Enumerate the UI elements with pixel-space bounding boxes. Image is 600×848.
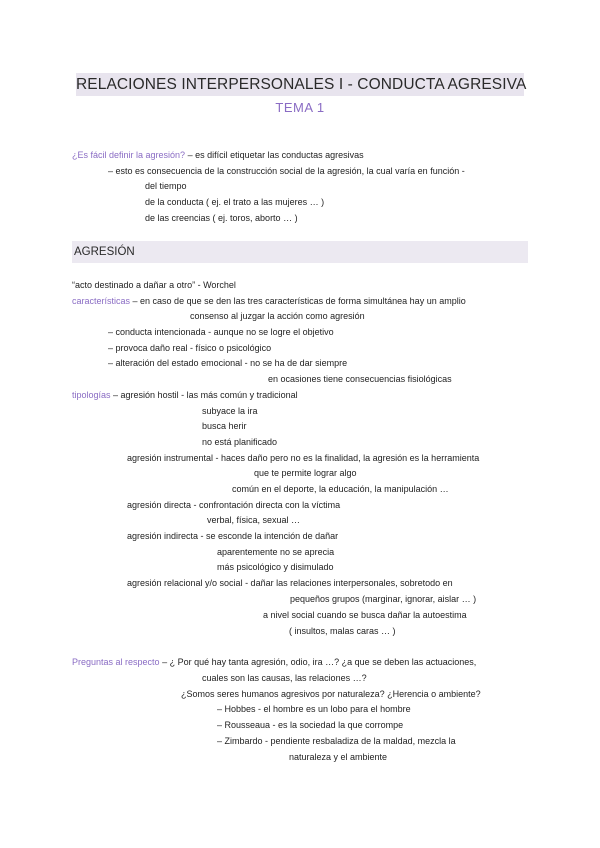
- preguntas-item-1: – Hobbes - el hombre es un lobo para el hombre: [217, 704, 411, 714]
- tipologias-rest: – agresión hostil - las más común y tradicional: [110, 390, 298, 400]
- intro-line-4: de la conducta ( ej. el trato a las mujeres … ): [145, 197, 325, 207]
- caracteristicas-item-3: – alteración del estado emocional - no se ha de dar siempre: [108, 358, 348, 368]
- indirecta-sub-1: aparentemente no se aprecia: [217, 547, 335, 557]
- relacional-sub-2: a nivel social cuando se busca dañar la autoestima: [263, 610, 467, 620]
- caracteristicas-rest: – en caso de que se den las tres características de forma simultánea hay un amplio: [130, 296, 466, 306]
- caracteristicas-line: [72, 296, 466, 307]
- definition: “acto destinado a dañar a otro” - Worchel: [72, 280, 236, 290]
- caracteristicas-note: en ocasiones tiene consecuencias fisiológicas: [268, 374, 452, 384]
- document-subtitle: TEMA 1: [275, 100, 325, 115]
- preguntas-rest: – ¿ Por qué hay tanta agresión, odio, ira …? ¿a que se deben las actuaciones,: [159, 657, 477, 667]
- tipologia-indirecta: agresión indirecta - se esconde la intención de dañar: [127, 531, 339, 541]
- document-title: RELACIONES INTERPERSONALES I - CONDUCTA AGRESIVA: [76, 73, 524, 96]
- caracteristicas-cont: consenso al juzgar la acción como agresión: [190, 311, 365, 321]
- directa-sub: verbal, física, sexual …: [207, 515, 301, 525]
- preguntas-label: Preguntas al respecto: [72, 657, 160, 667]
- tipologias-label: tipologías: [72, 390, 111, 400]
- intro-question-line: [72, 150, 364, 161]
- preguntas-cont: cuales son las causas, las relaciones …?: [202, 673, 367, 683]
- tipologia-directa: agresión directa - confrontación directa con la víctima: [127, 500, 341, 510]
- intro-line-5: de las creencias ( ej. toros, aborto … ): [145, 213, 298, 223]
- caracteristicas-label: características: [72, 296, 131, 306]
- preguntas-q2: ¿Somos seres humanos agresivos por naturaleza? ¿Herencia o ambiente?: [181, 689, 481, 699]
- hostil-sub-2: busca herir: [202, 421, 247, 431]
- instrumental-sub-2: común en el deporte, la educación, la manipulación …: [232, 484, 449, 494]
- hostil-sub-3: no está planificado: [202, 437, 278, 447]
- preguntas-last: naturaleza y el ambiente: [289, 752, 388, 762]
- hostil-sub-1: subyace la ira: [202, 406, 258, 416]
- indirecta-sub-2: más psicológico y disimulado: [217, 562, 334, 572]
- preguntas-line: [72, 657, 476, 668]
- tipologia-relacional: agresión relacional y/o social - dañar las relaciones interpersonales, sobretodo en: [127, 578, 453, 588]
- section-agresion-heading: AGRESIÓN: [72, 241, 528, 263]
- caracteristicas-item-1: – conducta intencionada - aunque no se logre el objetivo: [108, 327, 334, 337]
- tipologias-line: [72, 390, 298, 401]
- intro-line-3: del tiempo: [145, 181, 187, 191]
- instrumental-sub-1: que te permite lograr algo: [254, 468, 357, 478]
- intro-question: ¿Es fácil definir la agresión?: [72, 150, 186, 160]
- preguntas-item-3: – Zimbardo - pendiente resbaladiza de la maldad, mezcla la: [217, 736, 456, 746]
- relacional-sub-3: ( insultos, malas caras … ): [289, 626, 396, 636]
- relacional-sub-1: pequeños grupos (marginar, ignorar, aislar … ): [290, 594, 477, 604]
- tipologia-instrumental: agresión instrumental - haces daño pero no es la finalidad, la agresión es la herramienta: [127, 453, 480, 463]
- preguntas-item-2: – Rousseaua - es la sociedad la que corrompe: [217, 720, 404, 730]
- intro-line-2: – esto es consecuencia de la construcción social de la agresión, la cual varía en función -: [108, 166, 465, 176]
- intro-question-rest: – es difícil etiquetar las conductas agresivas: [185, 150, 364, 160]
- caracteristicas-item-2: – provoca daño real - físico o psicológico: [108, 343, 272, 353]
